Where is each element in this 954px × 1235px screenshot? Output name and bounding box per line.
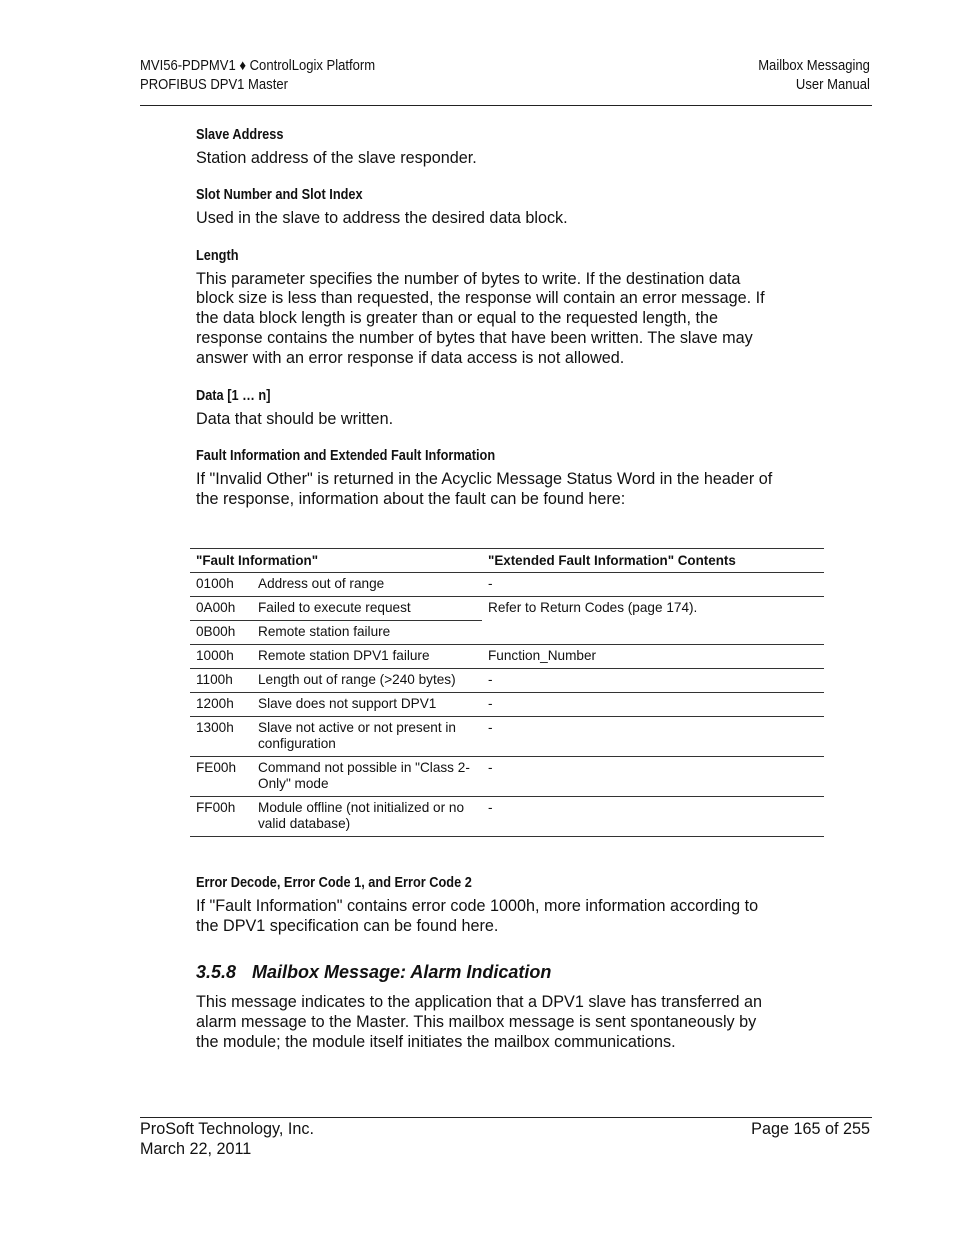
extended-fault-contents: - (482, 573, 824, 597)
extended-fault-contents: Function_Number (482, 645, 824, 669)
section-body: Used in the slave to address the desired data block. (196, 208, 568, 227)
chapter-name: Mailbox Messaging (758, 58, 870, 74)
fault-code: 0100h (190, 573, 252, 597)
section-data (196, 387, 816, 430)
fault-code: 1000h (190, 645, 252, 669)
fault-description: Slave does not support DPV1 (252, 693, 482, 717)
section-body: Station address of the slave responder. (196, 149, 477, 167)
product-subtitle: PROFIBUS DPV1 Master (140, 77, 288, 93)
footer-divider (140, 1117, 872, 1118)
fault-description: Command not possible in "Class 2- Only" mode (252, 757, 482, 797)
table-row (190, 717, 824, 757)
fault-description: Remote station failure (252, 621, 482, 645)
fault-information-table (190, 548, 824, 837)
page-number: Page 165 of 255 (751, 1120, 870, 1138)
section-fault-information (196, 447, 816, 510)
section-heading: Data [1 … n] (196, 387, 271, 404)
section-slave-address (196, 126, 816, 169)
table-row (190, 797, 824, 837)
table-row (190, 693, 824, 717)
extended-fault-contents: - (482, 797, 824, 837)
fault-description: Address out of range (252, 573, 482, 597)
section-body: If "Fault Information" contains error code 1000h, more information according to the DPV1 specification can be found here. (196, 897, 759, 935)
section-error-decode (196, 874, 816, 937)
main-content (196, 126, 816, 510)
fault-description: Remote station DPV1 failure (252, 645, 482, 669)
fault-code: 1200h (190, 693, 252, 717)
fault-description: Slave not active or not present in configuration (252, 717, 482, 757)
section-title (196, 961, 836, 983)
section-slot-number (196, 186, 816, 229)
section-heading: Error Decode, Error Code 1, and Error Code 2 (196, 875, 472, 891)
section-heading: Length (196, 247, 239, 264)
footer-left (140, 1120, 314, 1160)
column-header-fault-info: "Fault Information" (190, 549, 482, 573)
header-right (758, 57, 870, 95)
section-body: This message indicates to the application that a DPV1 slave has transferred an alarm message to the Master. This mailbox message is sent spontaneously by the module; the module itself initiates the mailbox communications. (196, 993, 762, 1051)
table-row (190, 669, 824, 693)
section-number: 3.5.8 (196, 962, 237, 982)
section-heading: Slave Address (196, 127, 284, 143)
section-body: Data that should be written. (196, 409, 394, 428)
fault-code: 0A00h (190, 597, 252, 621)
fault-description: Failed to execute request (252, 597, 482, 621)
section-body: If "Invalid Other" is returned in the Acyclic Message Status Word in the header of the response, information about the fault can be found here: (196, 470, 773, 509)
table-header-row (190, 549, 824, 573)
header-divider (140, 105, 872, 106)
section-heading: Fault Information and Extended Fault Information (196, 448, 496, 465)
section-alarm-indication (196, 961, 836, 1052)
section-body: This parameter specifies the number of bytes to write. If the destination data block size is less than requested, the response will contain an error message. If the data block length is greater than or equal to the requested length, the response contains the number of bytes that have been written. The slave may answer with an error response if data access is not allowed. (196, 269, 765, 367)
table-row (190, 645, 824, 669)
fault-code: FE00h (190, 757, 252, 797)
fault-code: 0B00h (190, 621, 252, 645)
table-row (190, 757, 824, 797)
product-name: MVI56-PDPMV1 ♦ ControlLogix Platform (140, 58, 376, 74)
section-title-text: Mailbox Message: Alarm Indication (252, 962, 552, 982)
table-row (190, 597, 824, 621)
document-type: User Manual (795, 77, 870, 93)
extended-fault-contents: - (482, 669, 824, 693)
section-heading: Slot Number and Slot Index (196, 186, 363, 203)
company-name: ProSoft Technology, Inc. (140, 1120, 314, 1138)
fault-description: Length out of range (>240 bytes) (252, 669, 482, 693)
section-length (196, 247, 816, 369)
fault-code: FF00h (190, 797, 252, 837)
fault-code: 1300h (190, 717, 252, 757)
column-header-extended-fault: "Extended Fault Information" Contents (482, 549, 824, 573)
extended-fault-contents: - (482, 717, 824, 757)
extended-fault-contents: - (482, 693, 824, 717)
table-row (190, 573, 824, 597)
extended-fault-contents: - (482, 757, 824, 797)
extended-fault-contents: Refer to Return Codes (page 174). (482, 597, 824, 645)
fault-description: Module offline (not initialized or no valid database) (252, 797, 482, 837)
header-left (140, 57, 375, 95)
publication-date: March 22, 2011 (140, 1139, 252, 1158)
fault-code: 1100h (190, 669, 252, 693)
